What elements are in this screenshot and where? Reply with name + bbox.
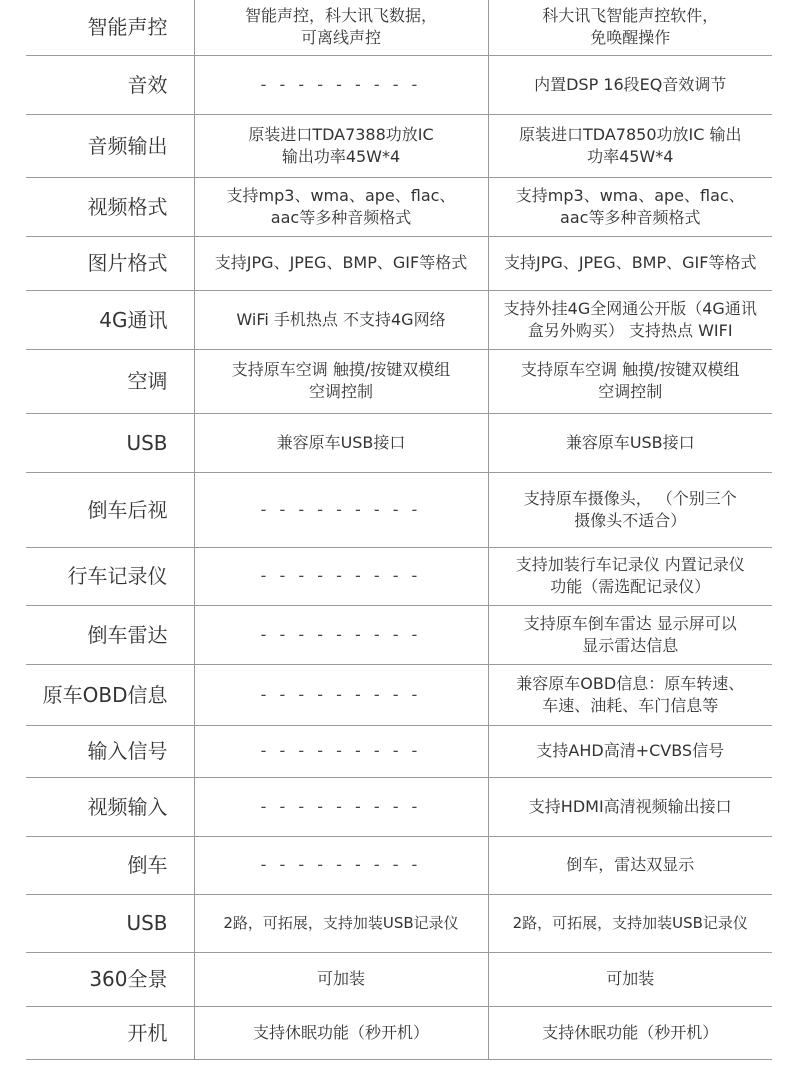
- model-a-value: - - - - - - - - -: [194, 605, 488, 664]
- row-label: 4G通讯: [26, 290, 194, 349]
- row-label: 行车记录仪: [26, 547, 194, 605]
- row-label: 智能声控: [26, 0, 194, 55]
- model-b-value: 支持加装行车记录仪 内置记录仪 功能（需选配记录仪）: [488, 547, 772, 605]
- row-label: 视频格式: [26, 177, 194, 236]
- model-b-value: 支持mp3、wma、ape、flac、 aac等多种音频格式: [488, 177, 772, 236]
- table-row: [26, 290, 772, 349]
- row-label: 倒车雷达: [26, 605, 194, 664]
- table-row: [26, 114, 772, 177]
- model-a-value: - - - - - - - - -: [194, 777, 488, 836]
- model-b-value: 支持原车摄像头， （个别三个 摄像头不适合）: [488, 472, 772, 547]
- row-label: 360全景: [26, 952, 194, 1006]
- model-b-value: 支持外挂4G全网通公开版（4G通讯 盒另外购买） 支持热点 WIFI: [488, 290, 772, 349]
- model-a-value: - - - - - - - - -: [194, 547, 488, 605]
- table-row: [26, 725, 772, 777]
- model-a-value: 兼容原车USB接口: [194, 413, 488, 472]
- model-b-value: 兼容原车USB接口: [488, 413, 772, 472]
- row-label: 原车OBD信息: [26, 664, 194, 725]
- row-label: 视频输入: [26, 777, 194, 836]
- model-b-value: 支持休眠功能（秒开机）: [488, 1006, 772, 1059]
- table-row: [26, 777, 772, 836]
- model-b-value: 原装进口TDA7850功放IC 输出 功率45W*4: [488, 114, 772, 177]
- row-label: 倒车: [26, 836, 194, 894]
- model-a-value: 支持休眠功能（秒开机）: [194, 1006, 488, 1059]
- model-a-value: 原装进口TDA7388功放IC 输出功率45W*4: [194, 114, 488, 177]
- model-a-value: - - - - - - - - -: [194, 55, 488, 114]
- model-b-value: 支持HDMI高清视频输出接口: [488, 777, 772, 836]
- table-row: [26, 349, 772, 413]
- model-b-value: 科大讯飞智能声控软件， 免唤醒操作: [488, 0, 772, 55]
- table-row: [26, 472, 772, 547]
- table-row: [26, 605, 772, 664]
- model-a-value: - - - - - - - - -: [194, 725, 488, 777]
- row-label: 开机: [26, 1006, 194, 1059]
- table-row: [26, 413, 772, 472]
- row-label: 空调: [26, 349, 194, 413]
- model-a-value: 支持mp3、wma、ape、flac、 aac等多种音频格式: [194, 177, 488, 236]
- model-a-value: 可加装: [194, 952, 488, 1006]
- table-row: [26, 664, 772, 725]
- model-b-value: 2路，可拓展，支持加装USB记录仪: [488, 894, 772, 952]
- row-label: 音效: [26, 55, 194, 114]
- model-b-value: 支持原车倒车雷达 显示屏可以 显示雷达信息: [488, 605, 772, 664]
- model-a-value: - - - - - - - - -: [194, 836, 488, 894]
- table-row: [26, 894, 772, 952]
- table-row: [26, 547, 772, 605]
- table-row: [26, 177, 772, 236]
- table-row: [26, 55, 772, 114]
- table-row: [26, 236, 772, 290]
- model-b-value: 支持JPG、JPEG、BMP、GIF等格式: [488, 236, 772, 290]
- model-a-value: - - - - - - - - -: [194, 664, 488, 725]
- row-label: USB: [26, 894, 194, 952]
- model-a-value: 智能声控，科大讯飞数据， 可离线声控: [194, 0, 488, 55]
- row-label: 音频输出: [26, 114, 194, 177]
- model-b-value: 支持AHD高清+CVBS信号: [488, 725, 772, 777]
- model-b-value: 支持原车空调 触摸/按键双模组 空调控制: [488, 349, 772, 413]
- table-row: [26, 952, 772, 1006]
- row-label: 图片格式: [26, 236, 194, 290]
- model-b-value: 内置DSP 16段EQ音效调节: [488, 55, 772, 114]
- model-b-value: 可加装: [488, 952, 772, 1006]
- table-row: [26, 836, 772, 894]
- row-label: 输入信号: [26, 725, 194, 777]
- row-label: 倒车后视: [26, 472, 194, 547]
- model-a-value: 支持原车空调 触摸/按键双模组 空调控制: [194, 349, 488, 413]
- model-a-value: - - - - - - - - -: [194, 472, 488, 547]
- model-b-value: 兼容原车OBD信息：原车转速、 车速、油耗、车门信息等: [488, 664, 772, 725]
- model-a-value: WiFi 手机热点 不支持4G网络: [194, 290, 488, 349]
- spec-comparison-table: [26, 0, 772, 1060]
- model-b-value: 倒车，雷达双显示: [488, 836, 772, 894]
- table-row: [26, 0, 772, 55]
- model-a-value: 2路，可拓展，支持加装USB记录仪: [194, 894, 488, 952]
- row-label: USB: [26, 413, 194, 472]
- table-row: [26, 1006, 772, 1059]
- model-a-value: 支持JPG、JPEG、BMP、GIF等格式: [194, 236, 488, 290]
